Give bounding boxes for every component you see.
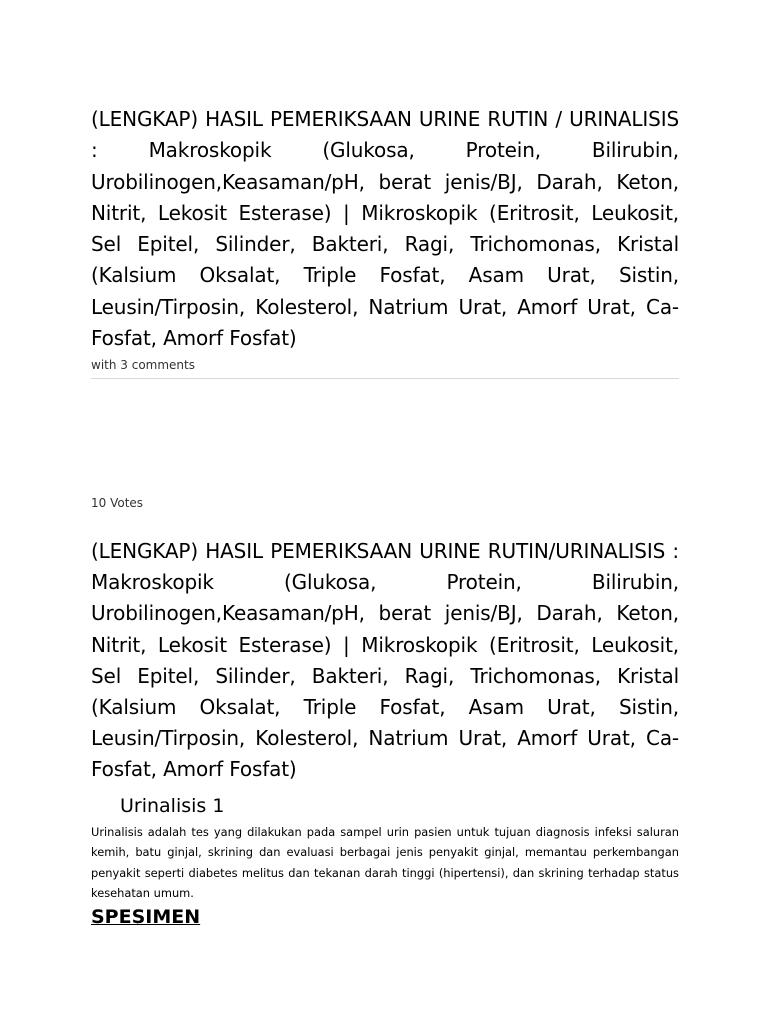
post-title-link[interactable]: (LENGKAP) HASIL PEMERIKSAAN URINE RUTIN / URINALISIS : Makroskopik (Glukosa, Protein, Bilirubin, Urobilinogen,Keasaman/pH, berat jenis/BJ, Darah, Keton, Nitrit, Lekosit Esterase) | Mikroskopik (Eritrosit, Leukosit, Sel Epitel, Silinder, Bakteri, Ragi, Trichomonas, Kristal (Kalsium Oksalat, Triple Fosfat, Asam Urat, Sistin, Leusin/Tirposin, Kolesterol, Natrium Urat, Amorf Urat, Ca-Fosfat, Amorf Fosfat) [91, 107, 679, 351]
article-body-title: (LENGKAP) HASIL PEMERIKSAAN URINE RUTIN/URINALISIS : Makroskopik (Glukosa, Protein, Bilirubin, Urobilinogen,Keasaman/pH, berat jenis/BJ, Darah, Keton, Nitrit, Lekosit Esterase) | Mikroskopik (Eritrosit, Leukosit, Sel Epitel, Silinder, Bakteri, Ragi, Trichomonas, Kristal (Kalsium Oksalat, Triple Fosfat, Asam Urat, Sistin, Leusin/Tirposin, Kolesterol, Natrium Urat, Amorf Urat, Ca-Fosfat, Amorf Fosfat) [91, 539, 679, 782]
votes-count: 10 Votes [91, 496, 144, 510]
specimen-heading: SPESIMEN [91, 906, 201, 928]
section-heading: Urinalisis 1 [120, 795, 225, 817]
article [91, 104, 679, 928]
comments-link[interactable]: with 3 comments [91, 357, 679, 379]
section-paragraph: Urinalisis adalah tes yang dilakukan pada sampel urin pasien untuk tujuan diagnosis infeksi saluran kemih, batu ginjal, skrining dan evaluasi berbagai jenis penyakit ginjal, memantau perkembangan penyakit seperti diabetes melitus dan tekanan darah tinggi (hipertensi), dan skrining terhadap status kesehatan umum. [91, 825, 679, 900]
